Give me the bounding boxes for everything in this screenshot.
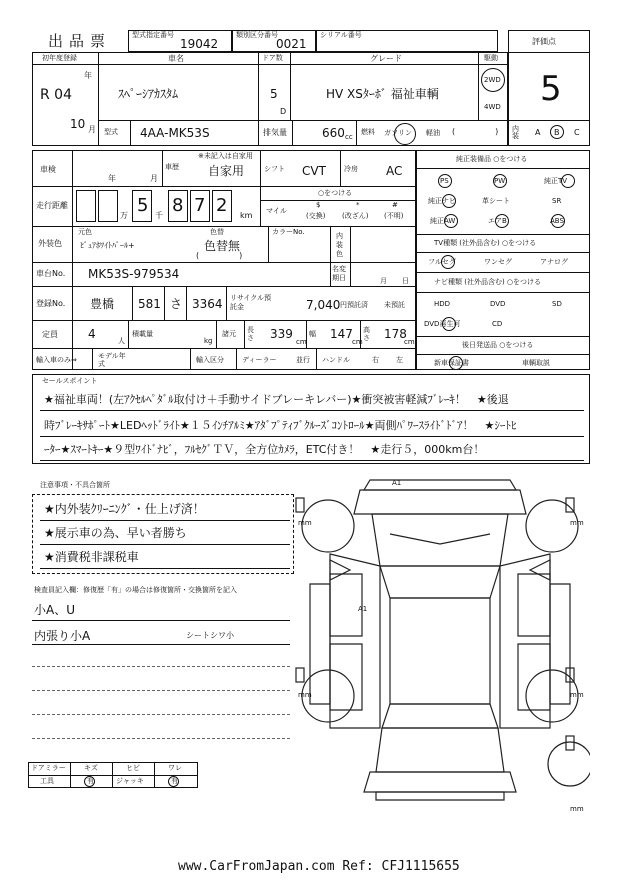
height-label: 高さ xyxy=(363,326,370,342)
car-name: ｽﾍﾟｰｼｱｶｽﾀﾑ xyxy=(118,87,179,101)
first-reg-year-unit: 年 xyxy=(84,71,92,80)
mileage-mark-altered: * xyxy=(356,201,360,209)
score-value: 5 xyxy=(540,69,562,109)
mileage-mile: マイル xyxy=(266,207,287,215)
wheel-mm-rear-left: mm xyxy=(298,691,312,699)
score-label: 評価点 xyxy=(532,37,556,46)
inspection-use-label: 車歴 xyxy=(165,163,179,171)
damage-mark-a1-side: A1 xyxy=(358,605,368,613)
mileage-km: km xyxy=(240,211,253,220)
length-label: 長さ xyxy=(247,326,254,342)
color-change: 色替無 xyxy=(204,239,241,253)
ac-value: AC xyxy=(386,164,403,178)
mileage-digit-4-value: 8 xyxy=(172,195,184,216)
recycle-value: 7,040 xyxy=(306,298,341,312)
interior-a: A xyxy=(535,128,541,137)
name-change-label: 名変期日 xyxy=(332,265,346,282)
navi-dvd: DVD xyxy=(490,300,506,308)
recycle-unpaid: 未預託 xyxy=(384,301,405,309)
legend-jack: ジャッキ xyxy=(116,777,144,785)
navi-title: ナビ種類 (社外品含む) ○をつける xyxy=(434,278,542,286)
navi-hdd: HDD xyxy=(434,300,451,308)
notes-label: 注意事項・不具合箇所 xyxy=(40,481,110,489)
equip-tv: 純正TV xyxy=(544,177,568,185)
notes-line-1: ★内外装ｸﾘｰﾆﾝｸﾞ・仕上げ済！ xyxy=(44,502,205,516)
width-label: 幅 xyxy=(309,330,316,338)
chassis-label: 車台No. xyxy=(36,269,66,278)
length-value: 339 xyxy=(270,327,293,341)
color-no-label: カラーNo. xyxy=(272,228,305,236)
equip-abs: ABS xyxy=(550,217,564,225)
grade-value: HV XSﾀｰﾎﾞ 福祉車輌 xyxy=(326,87,439,101)
registration-area: 豊橋 xyxy=(90,297,115,311)
mileage-circle-note: ○をつける xyxy=(318,189,353,197)
tv-fullseg: フルセグ xyxy=(428,258,456,266)
equip-airbag: エアB xyxy=(488,217,507,225)
displacement-cc: cc xyxy=(345,133,353,141)
height-value: 178 xyxy=(384,327,407,341)
capacity-unit: 人 xyxy=(118,337,125,345)
legend-door-mirror: ドアミラー xyxy=(31,764,66,772)
handle-right: 右 xyxy=(372,356,379,364)
first-reg-month-unit: 月 xyxy=(88,125,96,134)
fuel-label: 燃料 xyxy=(361,128,375,136)
sales-point-label: セールスポイント xyxy=(42,377,98,385)
inspection-year: 年 xyxy=(108,174,116,183)
color-original-label: 元色 xyxy=(78,228,92,236)
tv-title: TV種類 (社外品含む) ○をつける xyxy=(434,239,537,247)
legend-tools: 工具 xyxy=(40,777,54,785)
ac-label: 冷房 xyxy=(344,165,358,173)
interior-label: 内装 xyxy=(512,125,519,140)
later-manual: 車輌取説 xyxy=(522,359,550,367)
tv-analog: アナログ xyxy=(540,258,568,266)
recycle-paid: 円預託済 xyxy=(340,301,368,309)
interior-b: B xyxy=(554,128,560,137)
damage-mark-a1-bumper: A1 xyxy=(392,479,402,487)
equip-ps: PS xyxy=(440,177,449,185)
legend-scratch: キズ xyxy=(84,764,98,772)
name-change-month: 月 xyxy=(380,277,387,285)
equip-aw: 純正AW xyxy=(430,217,456,225)
notes-line-3: ★消費税非課税車 xyxy=(44,550,139,564)
drive-2wd: 2WD xyxy=(484,76,501,84)
legend-crack: ヒビ xyxy=(126,764,140,772)
navi-dvd-play: DVD再生可 xyxy=(424,320,461,328)
registration-class: 581 xyxy=(138,297,161,311)
sales-point-line-1: ★福祉車両！(左ｱｸｾﾙﾍﾟﾀﾞﾙ取付け＋手動サイドブレーキレバー)★衝突被害軽減ﾌﾞﾚｰｷ！ ★後退 xyxy=(44,393,509,406)
displacement-label: 排気量 xyxy=(263,128,287,137)
interior-color-label: 内装色 xyxy=(336,232,343,258)
legend-jack-have: 有 xyxy=(171,777,178,785)
capacity-value: 4 xyxy=(88,327,96,341)
car-name-label: 車名 xyxy=(168,54,184,63)
doors-suffix: D xyxy=(280,107,287,116)
fuel-light: 軽油 xyxy=(426,129,440,137)
width-cm: cm xyxy=(352,338,363,346)
first-reg-month: 10 xyxy=(70,117,86,131)
category-label: 類別区分番号 xyxy=(236,31,278,39)
color-label: 外装色 xyxy=(38,239,62,248)
mileage-exchange: (交換) xyxy=(306,212,326,220)
width-value: 147 xyxy=(330,327,353,341)
chassis-value: MK53S-979534 xyxy=(88,267,180,281)
equipment-title: 純正装備品 ○をつける xyxy=(456,155,528,163)
navi-sd: SD xyxy=(552,300,562,308)
import-parallel: 並行 xyxy=(296,356,310,364)
color-change-bracket: ( ) xyxy=(196,251,243,260)
sales-point-line-2: 時ﾌﾞﾚｰｷｻﾎﾟｰﾄ★LEDﾍｯﾄﾞﾗｲﾄ★１５ｲﾝﾁｱﾙﾐ★ｱﾀﾞﾌﾟﾃｨﾌﾞｸﾙｰｽﾞｺﾝﾄﾛｰﾙ★両側ﾊﾟﾜｰｽﾗｲﾄﾞﾄﾞｱ！ ★ｼｰﾄﾋ xyxy=(44,419,517,432)
name-change-day: 日 xyxy=(402,277,409,285)
inspector-label: 検査員記入欄：修復歴「有」の場合は修復箇所・交換箇所を記入 xyxy=(34,586,237,594)
inspector-line-1: 小A、U xyxy=(34,603,75,617)
inspection-use-note: ※未記入は自家用 xyxy=(198,152,253,160)
type-cert-label: 型式指定番号 xyxy=(132,31,174,39)
serial-label: シリアル番号 xyxy=(320,31,362,39)
wheel-mm-spare: mm xyxy=(570,805,584,813)
later-title: 後日発送品 ○をつける xyxy=(462,341,534,349)
sales-point-line-3: ｰﾀｰ★ｽﾏｰﾄｷｰ★９型ﾜｲﾄﾞﾅﾋﾞ，ﾌﾙｾｸﾞＴＶ，全方位ｶﾒﾗ，ETC付き！ ★走行５，000km台！ xyxy=(44,443,485,456)
inspection-label: 車検 xyxy=(40,165,56,174)
height-cm: cm xyxy=(404,338,415,346)
grade-label: グレード xyxy=(370,54,402,63)
equip-sr: SR xyxy=(552,197,562,205)
model-value: 4AA-MK53S xyxy=(140,126,210,140)
category-value: 0021 xyxy=(276,37,307,51)
interior-c: C xyxy=(574,128,580,137)
notes-line-2: ★展示車の為、早い者勝ち xyxy=(44,526,187,540)
later-warranty: 新車保証書 xyxy=(434,359,469,367)
equip-pw: PW xyxy=(494,177,506,185)
doors-value: 5 xyxy=(270,87,278,101)
mileage-digit-1 xyxy=(76,190,96,222)
registration-kana: さ xyxy=(170,297,183,311)
inspection-month: 月 xyxy=(150,174,158,183)
handle-label: ハンドル xyxy=(322,356,350,364)
first-reg-label: 初年度登録 xyxy=(42,54,77,62)
import-label: 輸入車のみ⇒ xyxy=(36,356,77,364)
length-cm: cm xyxy=(296,338,307,346)
load-label: 積載量 xyxy=(132,330,153,338)
handle-left: 左 xyxy=(396,356,403,364)
import-dealer: ディーラー xyxy=(242,356,277,364)
mileage-man: 万 xyxy=(120,211,128,220)
inspection-use: 自家用 xyxy=(208,164,245,178)
car-damage-diagram xyxy=(290,474,590,814)
tv-oneseg: ワンセグ xyxy=(484,258,512,266)
wheel-mm-front-left: mm xyxy=(298,519,312,527)
size-label: 諸元 xyxy=(222,330,236,338)
load-unit: kg xyxy=(204,337,213,345)
mileage-altered: (改ざん) xyxy=(342,212,369,220)
shift-value: CVT xyxy=(302,164,326,178)
mileage-label: 走行距離 xyxy=(36,201,68,210)
doors-label: ドア数 xyxy=(262,54,283,62)
mileage-unknown: (不明) xyxy=(384,212,404,220)
mileage-digit-3-value: 5 xyxy=(137,195,149,216)
drive-label: 駆動 xyxy=(484,54,498,62)
first-reg-year: R 04 xyxy=(40,87,72,103)
footer-watermark: www.CarFromJapan.com Ref: CFJ1115655 xyxy=(178,859,460,874)
import-category-label: 輸入区分 xyxy=(196,356,224,364)
capacity-label: 定員 xyxy=(42,330,58,339)
registration-label: 登録No. xyxy=(36,299,66,308)
mileage-mark-exchange: $ xyxy=(316,201,321,209)
navi-cd: CD xyxy=(492,320,503,328)
legend-break: ワレ xyxy=(168,764,182,772)
mileage-sen: 千 xyxy=(155,211,163,220)
fuel-gas: ガソリン xyxy=(384,129,412,137)
mileage-digit-6-value: 2 xyxy=(216,195,228,216)
form-title: 出品票 xyxy=(48,32,112,50)
drive-4wd: 4WD xyxy=(484,103,501,111)
displacement-value: 660 xyxy=(322,126,345,140)
shift-label: シフト xyxy=(264,165,285,173)
legend-tools-have: 有 xyxy=(87,777,94,785)
color-original: ﾋﾟｭｱﾎﾜｲﾄﾊﾟｰﾙ+ xyxy=(80,241,135,250)
equip-navi: 純正ナビ xyxy=(428,197,456,205)
registration-number: 3364 xyxy=(192,297,223,311)
color-change-label: 色替 xyxy=(210,228,224,236)
equip-leather: 革シート xyxy=(482,197,510,205)
inspector-line-2-right: シートシワ小 xyxy=(186,631,234,640)
model-year-label: モデル年式 xyxy=(98,352,126,368)
inspector-line-2-left: 内張り小A xyxy=(34,629,91,643)
mileage-digit-5-value: 7 xyxy=(194,195,206,216)
mileage-mark-unknown: # xyxy=(392,201,398,209)
model-label: 型式 xyxy=(104,128,118,136)
mileage-digit-2 xyxy=(98,190,118,222)
fuel-bracket: ( ) xyxy=(452,127,499,136)
wheel-mm-rear-right: mm xyxy=(570,691,584,699)
type-cert-value: 19042 xyxy=(180,37,219,51)
recycle-label: リサイクル預託金 xyxy=(230,294,272,311)
wheel-mm-front-right: mm xyxy=(570,519,584,527)
